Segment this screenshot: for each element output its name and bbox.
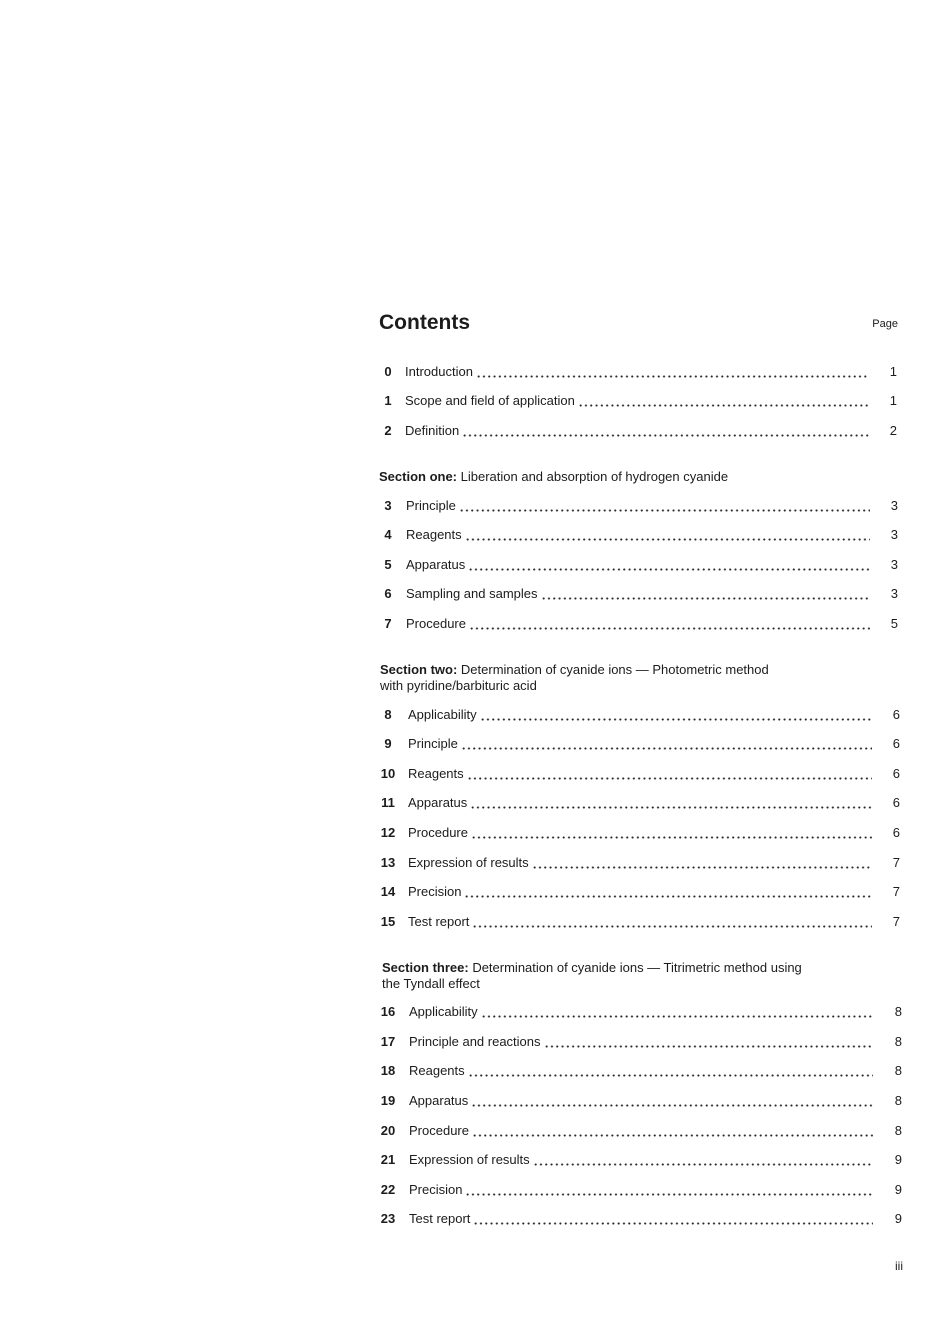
toc-entry-number: 22 (380, 1181, 396, 1197)
toc-entry-title: Principle (408, 736, 458, 752)
toc-entry-number: 12 (380, 824, 396, 840)
section-title-continued: with pyridine/barbituric acid (380, 677, 537, 693)
toc-entry-number: 13 (380, 854, 396, 870)
dot-leader (465, 527, 870, 543)
dot-leader (464, 884, 872, 900)
section-title: Determination of cyanide ions — Titrimetric method using (472, 959, 802, 975)
dot-leader (462, 423, 869, 439)
toc-group-section-one (378, 469, 903, 639)
toc-entry-number: 1 (384, 393, 392, 409)
toc-entry-number: 0 (384, 363, 392, 379)
dot-leader (465, 1182, 873, 1198)
toc-entry-number: 23 (380, 1211, 396, 1227)
toc-entry-number: 11 (381, 795, 395, 811)
toc-entry-page: 8 (894, 1063, 902, 1079)
section-heading-line (382, 960, 903, 976)
toc-entry-title: Definition (405, 422, 460, 438)
toc-entry-number: 2 (384, 422, 392, 438)
toc-entry-title: Principle and reactions (409, 1033, 541, 1049)
toc-entry-page: 6 (892, 765, 900, 781)
toc-entry (378, 580, 903, 610)
toc-entry (378, 729, 903, 759)
section-title: Liberation and absorption of hydrogen cyanide (460, 468, 729, 484)
dot-leader (481, 1004, 873, 1020)
toc-entry (378, 387, 903, 417)
toc-entry-number: 20 (380, 1122, 396, 1138)
toc-entry-page: 6 (892, 736, 900, 752)
toc-entry-number: 4 (384, 527, 392, 543)
dot-leader (468, 1063, 873, 1079)
section-label: Section two: (380, 661, 458, 677)
toc-entry-title: Procedure (408, 824, 468, 840)
toc-entry-number: 3 (384, 497, 392, 513)
toc-entry-number: 15 (380, 913, 396, 929)
table-of-contents (378, 308, 903, 1234)
page-number: iii (895, 1259, 903, 1273)
toc-entry-title: Procedure (406, 615, 466, 631)
toc-entry-page: 7 (892, 913, 900, 929)
toc-entry-title: Introduction (405, 363, 473, 379)
dot-leader (533, 1152, 873, 1168)
toc-entry-page: 8 (894, 1033, 902, 1049)
toc-entry (378, 818, 903, 848)
toc-entry-page: 2 (889, 422, 897, 438)
toc-entry-number: 6 (384, 586, 392, 602)
toc-entry-title: Applicability (408, 706, 477, 722)
toc-group-section-three (378, 960, 903, 1235)
dot-leader (532, 855, 872, 871)
toc-entry-title: Precision (409, 1181, 463, 1197)
toc-entry-number: 9 (384, 736, 392, 752)
toc-entry-page: 6 (892, 824, 900, 840)
toc-entry-page: 9 (894, 1211, 902, 1227)
toc-entry (378, 877, 903, 907)
dot-leader (471, 825, 872, 841)
toc-entry-number: 14 (380, 884, 396, 900)
toc-entry-title: Precision (408, 884, 462, 900)
toc-entry-number: 19 (380, 1093, 396, 1109)
section-heading (378, 960, 903, 992)
toc-entry-title: Scope and field of application (405, 393, 575, 409)
toc-entry (378, 1205, 903, 1235)
toc-entry-page: 3 (890, 556, 898, 572)
toc-entry (378, 789, 903, 819)
toc-entry-title: Apparatus (406, 556, 466, 572)
toc-entry-number: 8 (384, 706, 392, 722)
page-title: Contents (379, 311, 470, 334)
dot-leader (461, 736, 872, 752)
toc-entry-number: 5 (384, 556, 392, 572)
dot-leader (468, 557, 870, 573)
section-label: Section one: (379, 468, 458, 484)
toc-entry-page: 6 (892, 795, 900, 811)
toc-entry (378, 907, 903, 937)
toc-entry (378, 848, 903, 878)
toc-entry (378, 491, 903, 521)
toc-entry (378, 998, 903, 1028)
section-label: Section three: (382, 959, 469, 975)
dot-leader (469, 616, 870, 632)
section-heading (378, 469, 903, 485)
toc-entry-title: Apparatus (409, 1093, 469, 1109)
toc-entry-page: 1 (889, 393, 897, 409)
toc-entry (378, 357, 903, 387)
toc-entry-title: Procedure (409, 1122, 469, 1138)
toc-entry (378, 1116, 903, 1146)
dot-leader (472, 914, 872, 930)
toc-entry-title: Expression of results (409, 1152, 530, 1168)
toc-entry-number: 18 (380, 1063, 396, 1079)
toc-entry-title: Reagents (406, 527, 462, 543)
section-heading-line (379, 469, 903, 485)
toc-entry (378, 416, 903, 446)
toc-entry (378, 1145, 903, 1175)
toc-entry (378, 550, 903, 580)
toc-entry-number: 10 (380, 765, 396, 781)
toc-entry-page: 5 (890, 615, 898, 631)
toc-entry-page: 8 (894, 1122, 902, 1138)
section-heading (378, 662, 903, 694)
toc-entry-page: 9 (894, 1152, 902, 1168)
toc-entry (378, 609, 903, 639)
toc-entry (378, 1027, 903, 1057)
toc-entry-title: Principle (406, 497, 456, 513)
toc-entry-page: 8 (894, 1093, 902, 1109)
dot-leader (480, 707, 872, 723)
toc-entry-page: 3 (890, 586, 898, 602)
dot-leader (459, 498, 870, 514)
toc-entry-title: Applicability (409, 1004, 478, 1020)
dot-leader (541, 586, 870, 602)
toc-entry-title: Test report (408, 913, 470, 929)
section-title: Determination of cyanide ions — Photometric method (460, 661, 769, 677)
toc-entry-page: 3 (890, 497, 898, 513)
contents-header (378, 308, 903, 338)
toc-entry (378, 1086, 903, 1116)
dot-leader (472, 1123, 873, 1139)
toc-entry-title: Reagents (409, 1063, 465, 1079)
toc-entry-page: 7 (892, 884, 900, 900)
toc-entry (378, 1057, 903, 1087)
toc-entry-title: Apparatus (408, 795, 468, 811)
dot-leader (473, 1211, 873, 1227)
dot-leader (471, 1093, 873, 1109)
dot-leader (578, 393, 869, 409)
toc-entry-number: 16 (380, 1004, 396, 1020)
toc-entry (378, 700, 903, 730)
section-title-continued: the Tyndall effect (382, 975, 480, 991)
section-heading-line (380, 662, 903, 678)
dot-leader (544, 1034, 873, 1050)
toc-entry-page: 9 (894, 1181, 902, 1197)
toc-entry-title: Expression of results (408, 854, 529, 870)
toc-entry-page: 8 (894, 1004, 902, 1020)
toc-entry-title: Reagents (408, 765, 464, 781)
toc-entry-number: 7 (384, 615, 392, 631)
dot-leader (476, 364, 869, 380)
dot-leader (470, 795, 872, 811)
toc-group-section-two (378, 662, 903, 937)
toc-group-general (378, 357, 903, 446)
toc-entry-page: 1 (889, 363, 897, 379)
toc-entry (378, 759, 903, 789)
toc-entry (378, 520, 903, 550)
toc-entry-page: 3 (890, 527, 898, 543)
toc-entry-number: 21 (380, 1152, 396, 1168)
dot-leader (467, 766, 872, 782)
toc-entry-page: 7 (892, 854, 900, 870)
toc-entry-title: Sampling and samples (406, 586, 538, 602)
page-column-header: Page (872, 318, 898, 330)
toc-entry (378, 1175, 903, 1205)
toc-entry-page: 6 (892, 706, 900, 722)
toc-entry-title: Test report (409, 1211, 471, 1227)
toc-entry-number: 17 (380, 1033, 396, 1049)
